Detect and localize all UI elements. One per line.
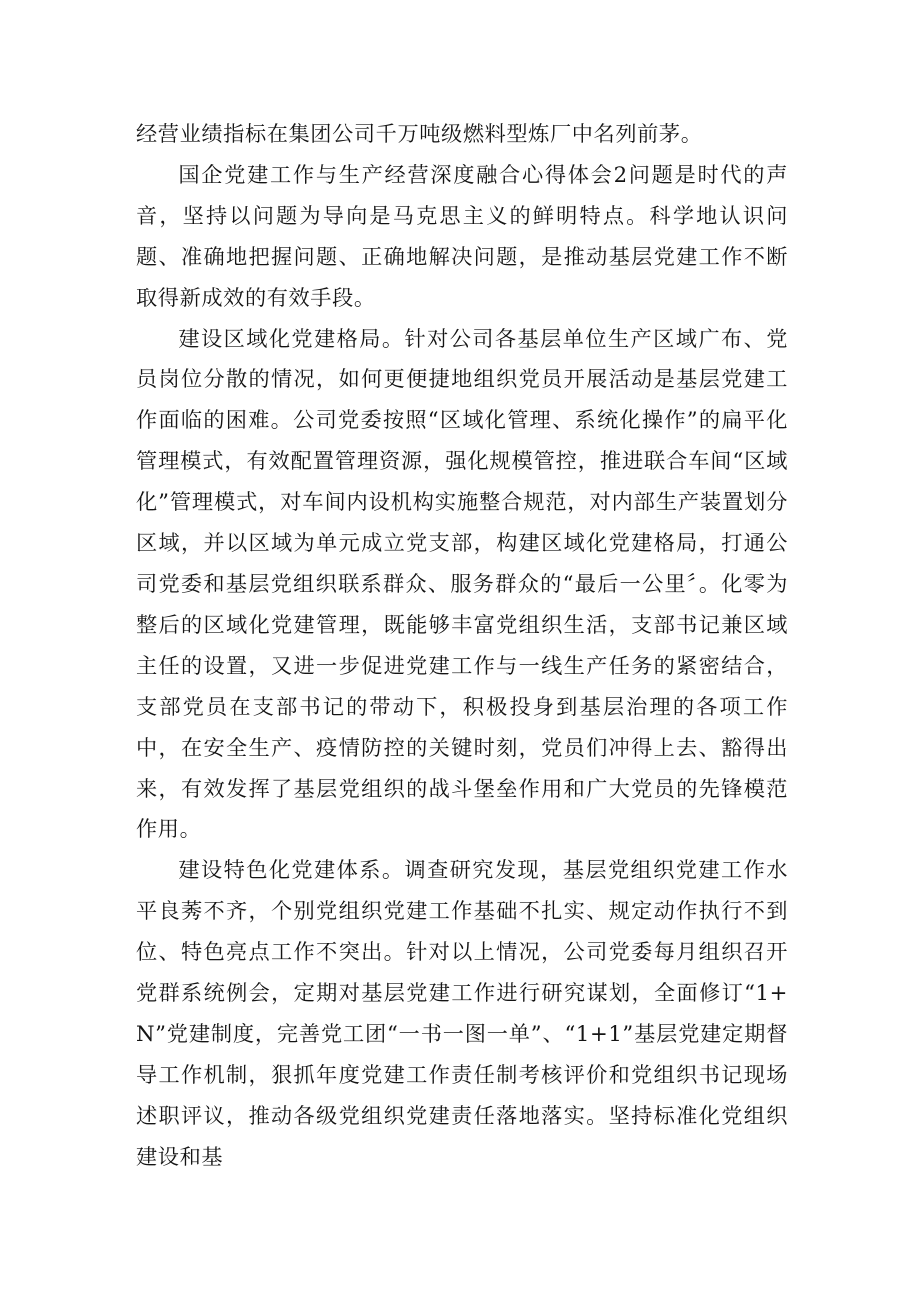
paragraph-4: 建设特色化党建体系。调查研究发现，基层党组织党建工作水平良莠不齐，个别党组织党建工作基础不扎实、规定动作执行不到位、特色亮点工作不突出。针对以上情况，公司党委每月组织召开党群系统例会，定期对基层党建工作进行研究谋划，全面修订“1+N”党建制度，完善党工团“一书一图一单”、“1+1”基层党建定期督导工作机制，狠抓年度党建工作责任制考核评价和党组织书记现场述职评议，推动各级党组织党建责任落地落实。坚持标准化党组织建设和基 (136, 857, 788, 1169)
paragraph-2: 国企党建工作与生产经营深度融合心得体会2问题是时代的声音，坚持以问题为导向是马克思主义的鲜明特点。科学地认识问题、准确地把握问题、正确地解决问题，是推动基层党建工作不断取得新成效的有效手段。 (136, 161, 788, 310)
paragraph-3: 建设区域化党建格局。针对公司各基层单位生产区域广布、党员岗位分散的情况，如何更便捷地组织党员开展活动是基层党建工作面临的困难。公司党委按照“区域化管理、系统化操作”的扁平化管理模式，有效配置管理资源，强化规模管控，推进联合车间“区域化”管理模式，对车间内设机构实施整合规范，对内部生产装置划分区域，并以区域为单元成立党支部，构建区域化党建格局，打通公司党委和基层党组织联系群众、服务群众的“最后一公里〞。化零为整后的区域化党建管理，既能够丰富党组织生活，支部书记兼区域主任的设置，又进一步促进党建工作与一线生产任务的紧密结合，支部党员在支部书记的带动下，积极投身到基层治理的各项工作中，在安全生产、疫情防控的关键时刻，党员们冲得上去、豁得出来，有效发挥了基层党组织的战斗堡垒作用和广大党员的先锋模范作用。 (136, 325, 788, 842)
paragraph-1: 经营业绩指标在集团公司千万吨级燃料型炼厂中名列前茅。 (136, 121, 703, 146)
document-body (136, 114, 788, 1178)
